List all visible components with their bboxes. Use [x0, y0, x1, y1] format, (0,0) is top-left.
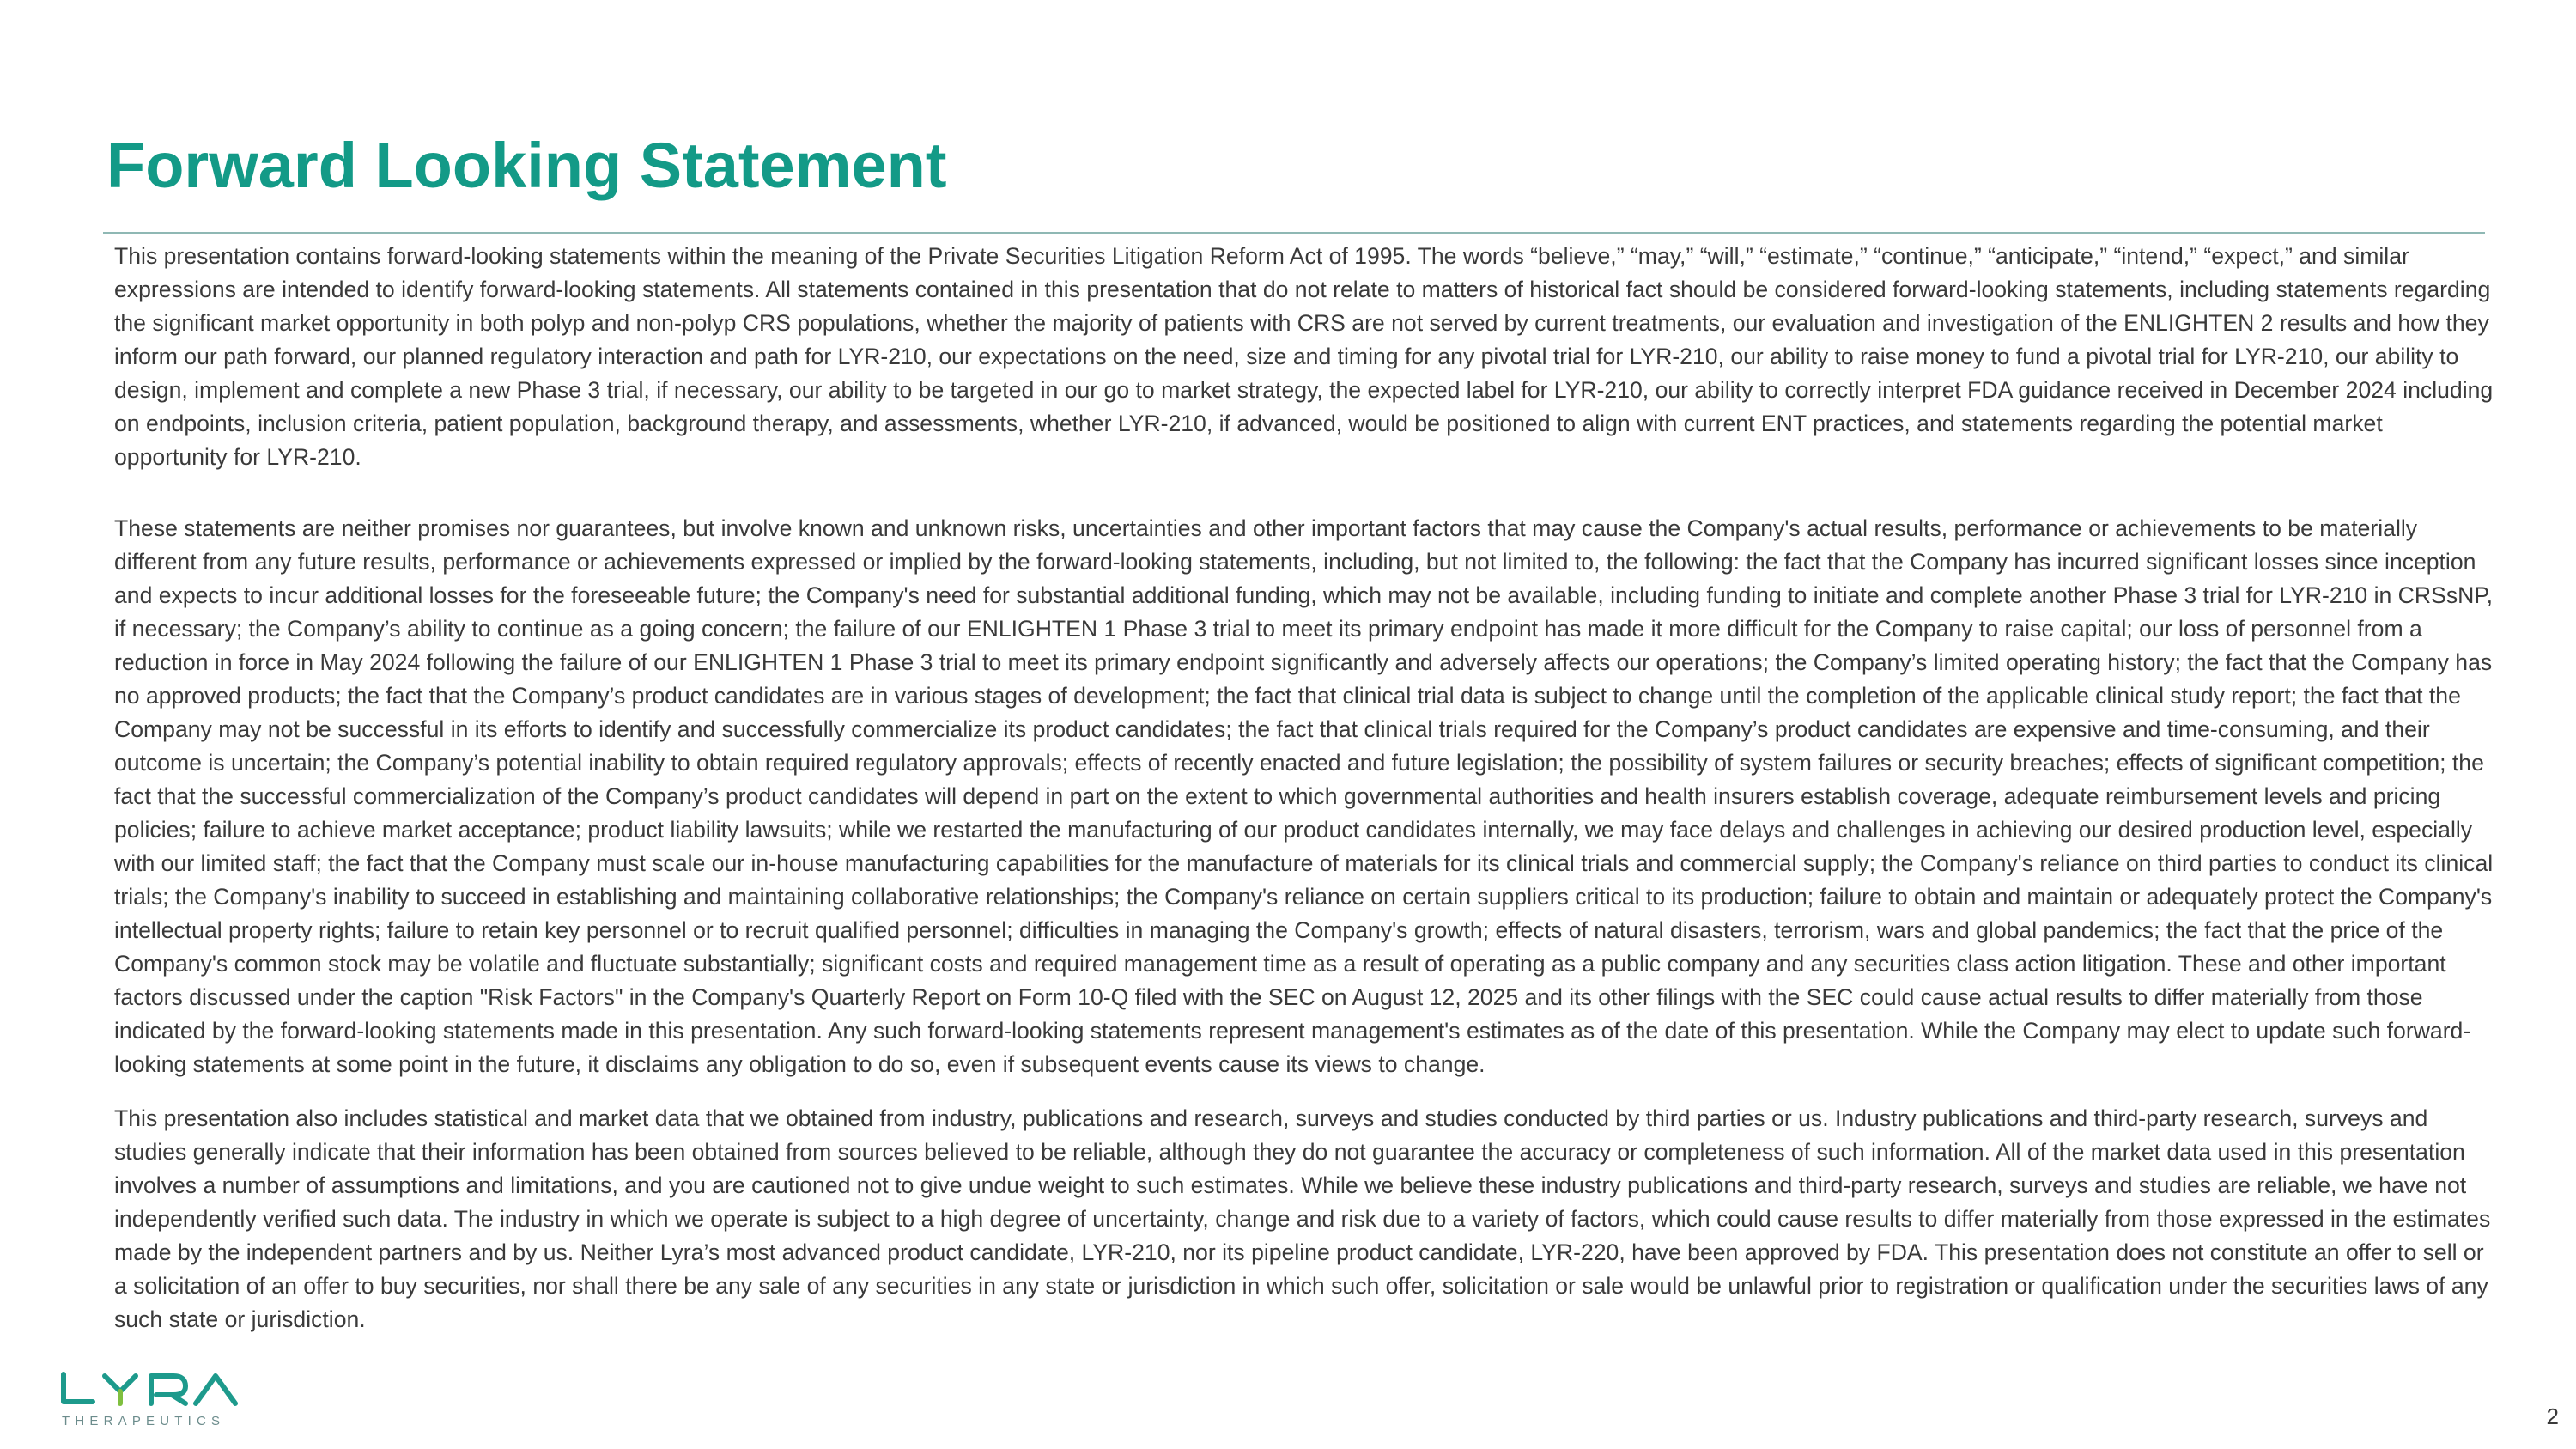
- disclaimer-paragraph-1: This presentation contains forward-looking statements within the meaning of the Private Securities Litigation Reform Act of 1995. The words “believe,” “may,” “will,” “estimate,” “continue,” “anticipate,” “intend,” “expect,” and similar expressions are intended to identify forward-looking statements. All statements contained in this presentation that do not relate to matters of historical fact should be considered forward-looking statements, including statements regarding the significant market opportunity in both polyp and non-polyp CRS populations, whether the majority of patients with CRS are not served by current treatments, our evaluation and investigation of the ENLIGHTEN 2 results and how they inform our path forward, our planned regulatory interaction and path for LYR-210, our expectations on the need, size and timing for any pivotal trial for LYR-210, our ability to raise money to fund a pivotal trial for LYR-210, our ability to design, implement and complete a new Phase 3 trial, if necessary, our ability to be targeted in our go to market strategy, the expected label for LYR-210, our ability to correctly interpret FDA guidance received in December 2024 including on endpoints, inclusion criteria, patient population, background therapy, and assessments, whether LYR-210, if advanced, would be positioned to align with current ENT practices, and statements regarding the potential market opportunity for LYR-210.: [114, 243, 2494, 470]
- title-divider: [103, 232, 2485, 234]
- disclaimer-body: [114, 240, 2499, 1336]
- lyra-wordmark-logo: [60, 1369, 240, 1412]
- page-title: Forward Looking Statement: [106, 130, 947, 201]
- logo-tagline: THERAPEUTICS: [62, 1414, 226, 1428]
- disclaimer-paragraph-3: This presentation also includes statistical and market data that we obtained from industry, publications and research, surveys and studies conducted by third parties or us. Industry publications and third-party research, surveys and studies generally indicate that their information has been obtained from sources believed to be reliable, although they do not guarantee the accuracy or completeness of such information. All of the market data used in this presentation involves a number of assumptions and limitations, and you are cautioned not to give undue weight to such estimates. While we believe these industry publications and third-party research, surveys and studies are reliable, we have not independently verified such data. The industry in which we operate is subject to a high degree of uncertainty, change and risk due to a variety of factors, which could cause results to differ materially from those expressed in the estimates made by the independent partners and by us. Neither Lyra’s most advanced product candidate, LYR-210, nor its pipeline product candidate, LYR-220, have been approved by FDA. This presentation does not constitute an offer to sell or a solicitation of an offer to buy securities, nor shall there be any sale of any securities in any state or jurisdiction in which such offer, solicitation or sale would be unlawful prior to registration or qualification under the securities laws of any such state or jurisdiction.: [114, 1105, 2491, 1332]
- disclaimer-paragraph-2: These statements are neither promises nor guarantees, but involve known and unknown risks, uncertainties and other important factors that may cause the Company's actual results, performance or achievements to be materially different from any future results, performance or achievements expressed or implied by the forward-looking statements, including, but not limited to, the following: the fact that the Company has incurred significant losses since inception and expects to incur additional losses for the foreseeable future; the Company's need for substantial additional funding, which may not be available, including funding to initiate and complete another Phase 3 trial for LYR-210 in CRSsNP, if necessary; the Company’s ability to continue as a going concern; the failure of our ENLIGHTEN 1 Phase 3 trial to meet its primary endpoint has made it more difficult for the Company to raise capital; our loss of personnel from a reduction in force in May 2024 following the failure of our ENLIGHTEN 1 Phase 3 trial to meet its primary endpoint significantly and adversely affects our operations; the Company’s limited operating history; the fact that the Company has no approved products; the fact that the Company’s product candidates are in various stages of development; the fact that clinical trial data is subject to change until the completion of the applicable clinical study report; the fact that the Company may not be successful in its efforts to identify and successfully commercialize its product candidates; the fact that clinical trials required for the Company’s product candidates are expensive and time-consuming, and their outcome is uncertain; the Company’s potential inability to obtain required regulatory approvals; effects of recently enacted and future legislation; the possibility of system failures or security breaches; effects of significant competition; the fact that the successful commercialization of the Company’s product candidates will depend in part on the extent to which governmental authorities and health insurers establish coverage, adequate reimbursement levels and pricing policies; failure to achieve market acceptance; product liability lawsuits; while we restarted the manufacturing of our product candidates internally, we may face delays and challenges in achieving our desired production level, especially with our limited staff; the fact that the Company must scale our in-house manufacturing capabilities for the manufacture of materials for its clinical trials and commercial supply; the Company's reliance on third parties to conduct its clinical trials; the Company's inability to succeed in establishing and maintaining collaborative relationships; the Company's reliance on certain suppliers critical to its production; failure to obtain and maintain or adequately protect the Company's intellectual property rights; failure to retain key personnel or to recruit qualified personnel; difficulties in managing the Company's growth; effects of natural disasters, terrorism, wars and global pandemics; the fact that the price of the Company's common stock may be volatile and fluctuate substantially; significant costs and required management time as a result of operating as a public company and any securities class action litigation. These and other important factors discussed under the caption "Risk Factors" in the Company's Quarterly Report on Form 10-Q filed with the SEC on August 12, 2025 and its other filings with the SEC could cause actual results to differ materially from those indicated by the forward-looking statements made in this presentation. Any such forward-looking statements represent management's estimates as of the date of this presentation. While the Company may elect to update such forward-looking statements at some point in the future, it disclaims any obligation to do so, even if subsequent events cause its views to change.: [114, 515, 2494, 1077]
- company-logo: [60, 1369, 240, 1429]
- page-number: 2: [2546, 1403, 2559, 1429]
